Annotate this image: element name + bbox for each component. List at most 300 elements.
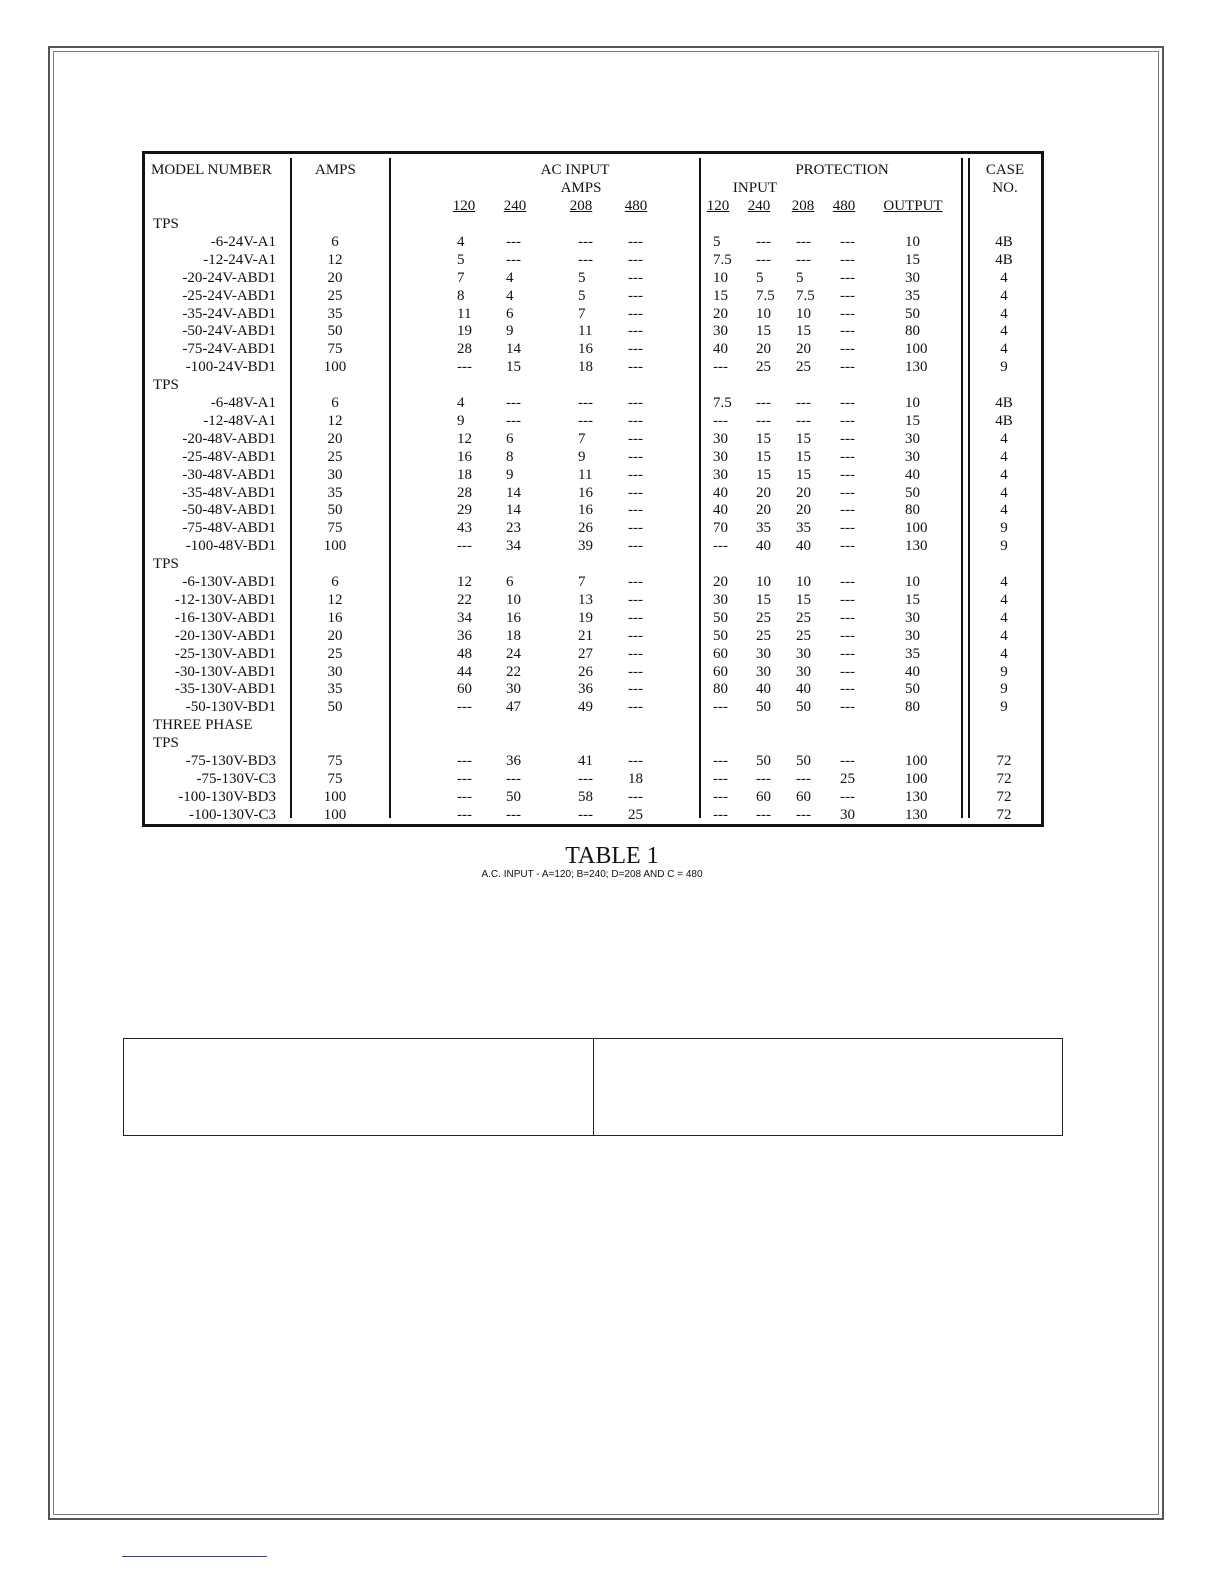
protection-input-cell: 20 bbox=[796, 502, 811, 519]
ac-input-cell: --- bbox=[628, 788, 643, 805]
protection-input-cell: --- bbox=[756, 806, 771, 823]
protection-input-cell: --- bbox=[796, 395, 811, 411]
output-cell: 40 bbox=[905, 663, 920, 680]
model-number-cell: -25-48V-ABD1 bbox=[182, 448, 276, 465]
output-cell: 130 bbox=[905, 788, 928, 805]
ac-input-cell: 5 bbox=[578, 269, 586, 286]
protection-input-cell: 20 bbox=[756, 341, 771, 358]
table-row bbox=[145, 394, 1041, 412]
ac-input-cell: --- bbox=[506, 233, 521, 250]
model-number-cell: -16-130V-ABD1 bbox=[174, 609, 276, 626]
ac-input-cell: 16 bbox=[578, 502, 593, 519]
output-cell: 15 bbox=[905, 591, 920, 608]
header-input: INPUT bbox=[732, 180, 778, 196]
table-row bbox=[145, 591, 1041, 609]
protection-input-cell: 15 bbox=[756, 591, 771, 608]
header-protection: PROTECTION bbox=[795, 162, 889, 178]
case-number-cell: 72 bbox=[996, 788, 1012, 805]
model-number-cell: -25-24V-ABD1 bbox=[182, 287, 276, 304]
case-number-cell: 9 bbox=[1000, 538, 1008, 555]
model-number-cell: -6-24V-A1 bbox=[210, 233, 276, 250]
output-cell: 50 bbox=[905, 681, 920, 698]
protection-input-cell: --- bbox=[840, 430, 855, 447]
protection-input-cell: 35 bbox=[796, 520, 811, 537]
model-number-cell: -35-48V-ABD1 bbox=[182, 484, 276, 501]
amps-cell: 25 bbox=[327, 448, 343, 465]
protection-input-cell: 7.5 bbox=[756, 287, 775, 304]
header-prot-120: 120 bbox=[706, 198, 730, 214]
protection-input-cell: 50 bbox=[756, 753, 771, 769]
output-cell: 130 bbox=[905, 806, 928, 823]
ac-input-cell: --- bbox=[628, 663, 643, 680]
ac-input-cell: 48 bbox=[457, 645, 472, 662]
output-cell: 30 bbox=[905, 430, 920, 447]
header-prot-240: 240 bbox=[747, 198, 771, 214]
protection-input-cell: 5 bbox=[756, 269, 764, 286]
case-number-cell: 4 bbox=[1000, 591, 1008, 608]
protection-input-cell: 15 bbox=[796, 466, 811, 483]
output-cell: 80 bbox=[905, 323, 920, 340]
protection-input-cell: 40 bbox=[713, 341, 728, 358]
protection-input-cell: --- bbox=[840, 520, 855, 537]
header-ac-480: 480 bbox=[624, 198, 648, 214]
ac-input-cell: --- bbox=[506, 770, 521, 787]
protection-input-cell: 15 bbox=[713, 287, 728, 304]
ac-input-cell: --- bbox=[628, 305, 643, 322]
ac-input-cell: --- bbox=[628, 359, 643, 376]
ac-input-cell: --- bbox=[628, 341, 643, 358]
table-row bbox=[145, 680, 1041, 698]
table-row bbox=[145, 698, 1041, 716]
ac-input-cell: 5 bbox=[457, 251, 465, 268]
amps-cell: 16 bbox=[327, 609, 343, 626]
ac-input-cell: --- bbox=[578, 395, 593, 411]
ac-input-cell: 12 bbox=[457, 574, 472, 590]
protection-input-cell: 40 bbox=[713, 484, 728, 501]
protection-input-cell: --- bbox=[840, 484, 855, 501]
protection-input-cell: 5 bbox=[713, 233, 721, 250]
output-cell: 80 bbox=[905, 699, 920, 716]
ac-input-cell: --- bbox=[578, 233, 593, 250]
protection-input-cell: --- bbox=[713, 699, 728, 716]
protection-input-cell: 30 bbox=[713, 466, 728, 483]
section-label: TPS bbox=[153, 556, 179, 573]
case-number-cell: 4 bbox=[1000, 466, 1008, 483]
protection-input-cell: --- bbox=[713, 538, 728, 555]
header-amps: AMPS bbox=[315, 162, 356, 178]
ac-input-cell: --- bbox=[628, 502, 643, 519]
protection-input-cell: --- bbox=[713, 788, 728, 805]
table-row bbox=[145, 519, 1041, 537]
table-row bbox=[145, 466, 1041, 484]
ac-input-cell: --- bbox=[628, 627, 643, 644]
protection-input-cell: 10 bbox=[796, 574, 811, 590]
protection-input-cell: 25 bbox=[840, 770, 855, 787]
amps-cell: 75 bbox=[327, 770, 343, 787]
table-row bbox=[145, 501, 1041, 519]
output-cell: 100 bbox=[905, 520, 928, 537]
model-number-cell: -75-130V-C3 bbox=[196, 770, 276, 787]
protection-input-cell: --- bbox=[840, 359, 855, 376]
protection-input-cell: 30 bbox=[756, 645, 771, 662]
ac-input-cell: 16 bbox=[506, 609, 521, 626]
protection-input-cell: 40 bbox=[713, 502, 728, 519]
ac-input-cell: 49 bbox=[578, 699, 593, 716]
section-heading-row bbox=[145, 734, 1041, 752]
table-row bbox=[145, 627, 1041, 645]
case-number-cell: 4 bbox=[1000, 287, 1008, 304]
table-row bbox=[145, 305, 1041, 323]
protection-input-cell: 40 bbox=[756, 538, 771, 555]
protection-input-cell: --- bbox=[713, 753, 728, 769]
ac-input-cell: 22 bbox=[457, 591, 472, 608]
protection-input-cell: --- bbox=[756, 412, 771, 429]
output-cell: 10 bbox=[905, 233, 920, 250]
protection-input-cell: 25 bbox=[796, 609, 811, 626]
output-cell: 35 bbox=[905, 645, 920, 662]
case-number-cell: 72 bbox=[996, 770, 1012, 787]
protection-input-cell: 7.5 bbox=[796, 287, 815, 304]
protection-input-cell: 50 bbox=[796, 699, 811, 716]
ac-input-cell: 15 bbox=[506, 359, 521, 376]
protection-input-cell: 25 bbox=[756, 627, 771, 644]
protection-input-cell: 15 bbox=[796, 448, 811, 465]
section-label: THREE PHASE bbox=[153, 717, 253, 734]
ac-input-cell: 7 bbox=[578, 305, 586, 322]
protection-input-cell: --- bbox=[713, 359, 728, 376]
protection-input-cell: --- bbox=[840, 681, 855, 698]
ac-input-cell: 50 bbox=[506, 788, 521, 805]
output-cell: 50 bbox=[905, 305, 920, 322]
amps-cell: 75 bbox=[327, 753, 343, 769]
ac-input-cell: --- bbox=[628, 753, 643, 769]
protection-input-cell: --- bbox=[840, 269, 855, 286]
case-number-cell: 4 bbox=[1000, 645, 1008, 662]
protection-input-cell: 20 bbox=[796, 341, 811, 358]
protection-input-cell: --- bbox=[840, 699, 855, 716]
model-number-cell: -12-130V-ABD1 bbox=[174, 591, 276, 608]
output-cell: 30 bbox=[905, 627, 920, 644]
table-caption: TABLE 1 bbox=[565, 843, 659, 869]
case-number-cell: 4 bbox=[1000, 502, 1008, 519]
protection-input-cell: 80 bbox=[713, 681, 728, 698]
protection-input-cell: --- bbox=[840, 448, 855, 465]
ac-input-cell: 18 bbox=[628, 770, 643, 787]
amps-cell: 100 bbox=[323, 538, 347, 555]
model-number-cell: -75-48V-ABD1 bbox=[182, 520, 276, 537]
protection-input-cell: 30 bbox=[756, 663, 771, 680]
case-number-cell: 4B bbox=[995, 412, 1013, 429]
ac-input-cell: 26 bbox=[578, 520, 593, 537]
ac-input-cell: --- bbox=[506, 806, 521, 823]
section-label: TPS bbox=[153, 377, 179, 394]
case-number-cell: 4 bbox=[1000, 269, 1008, 286]
model-number-cell: -25-130V-ABD1 bbox=[174, 645, 276, 662]
case-number-cell: 9 bbox=[1000, 699, 1008, 716]
output-cell: 80 bbox=[905, 502, 920, 519]
protection-input-cell: 60 bbox=[796, 788, 811, 805]
ac-input-cell: --- bbox=[578, 770, 593, 787]
protection-input-cell: --- bbox=[840, 341, 855, 358]
ac-input-cell: 9 bbox=[457, 412, 465, 429]
protection-input-cell: 15 bbox=[756, 466, 771, 483]
protection-input-cell: 25 bbox=[756, 609, 771, 626]
protection-input-cell: --- bbox=[840, 627, 855, 644]
ac-input-cell: --- bbox=[628, 251, 643, 268]
amps-cell: 30 bbox=[327, 663, 343, 680]
amps-cell: 6 bbox=[331, 233, 339, 250]
protection-input-cell: 40 bbox=[796, 681, 811, 698]
model-number-cell: -30-48V-ABD1 bbox=[182, 466, 276, 483]
ac-input-cell: 18 bbox=[457, 466, 472, 483]
header-ac-240: 240 bbox=[503, 198, 527, 214]
ac-input-cell: 4 bbox=[457, 233, 465, 250]
model-number-cell: -50-48V-ABD1 bbox=[182, 502, 276, 519]
protection-input-cell: --- bbox=[840, 502, 855, 519]
protection-input-cell: 15 bbox=[796, 430, 811, 447]
protection-input-cell: 25 bbox=[756, 359, 771, 376]
protection-input-cell: --- bbox=[756, 233, 771, 250]
ac-input-cell: 7 bbox=[457, 269, 465, 286]
ac-input-cell: 9 bbox=[506, 323, 514, 340]
protection-input-cell: 15 bbox=[756, 430, 771, 447]
ac-input-cell: 25 bbox=[628, 806, 643, 823]
header-ac-input: AC INPUT bbox=[540, 162, 610, 178]
ac-input-cell: --- bbox=[628, 448, 643, 465]
output-cell: 10 bbox=[905, 574, 920, 590]
case-number-cell: 9 bbox=[1000, 520, 1008, 537]
amps-cell: 35 bbox=[327, 484, 343, 501]
model-number-cell: -50-130V-BD1 bbox=[185, 699, 276, 716]
output-cell: 15 bbox=[905, 412, 920, 429]
ac-input-cell: --- bbox=[628, 269, 643, 286]
amps-cell: 20 bbox=[327, 430, 343, 447]
protection-input-cell: --- bbox=[756, 395, 771, 411]
amps-cell: 50 bbox=[327, 502, 343, 519]
case-number-cell: 4B bbox=[995, 233, 1013, 250]
ac-input-cell: 36 bbox=[506, 753, 521, 769]
ac-input-cell: --- bbox=[578, 412, 593, 429]
section-heading-row bbox=[145, 716, 1041, 734]
amps-cell: 35 bbox=[327, 305, 343, 322]
model-number-cell: -50-24V-ABD1 bbox=[182, 323, 276, 340]
ac-input-cell: 22 bbox=[506, 663, 521, 680]
protection-input-cell: --- bbox=[713, 770, 728, 787]
header-prot-208: 208 bbox=[791, 198, 815, 214]
header-prot-480: 480 bbox=[832, 198, 856, 214]
section-heading-row bbox=[145, 555, 1041, 573]
section-heading-row bbox=[145, 215, 1041, 233]
output-cell: 100 bbox=[905, 753, 928, 769]
model-number-cell: -30-130V-ABD1 bbox=[174, 663, 276, 680]
ac-input-cell: --- bbox=[628, 609, 643, 626]
protection-input-cell: --- bbox=[840, 538, 855, 555]
ac-input-cell: --- bbox=[506, 251, 521, 268]
form-cell-right bbox=[593, 1039, 1063, 1135]
amps-cell: 20 bbox=[327, 627, 343, 644]
table-row bbox=[145, 645, 1041, 663]
ac-input-cell: 4 bbox=[506, 287, 514, 304]
protection-input-cell: 50 bbox=[713, 609, 728, 626]
protection-input-cell: --- bbox=[796, 770, 811, 787]
protection-input-cell: 30 bbox=[713, 430, 728, 447]
ac-input-cell: 28 bbox=[457, 341, 472, 358]
ac-input-cell: --- bbox=[628, 323, 643, 340]
protection-input-cell: 15 bbox=[796, 591, 811, 608]
ac-input-cell: --- bbox=[578, 251, 593, 268]
protection-input-cell: 50 bbox=[713, 627, 728, 644]
ac-input-cell: 11 bbox=[457, 305, 472, 322]
output-cell: 50 bbox=[905, 484, 920, 501]
ac-input-cell: 6 bbox=[506, 305, 514, 322]
ac-input-cell: 16 bbox=[457, 448, 472, 465]
ac-input-cell: 18 bbox=[578, 359, 593, 376]
output-cell: 35 bbox=[905, 287, 920, 304]
case-number-cell: 9 bbox=[1000, 359, 1008, 376]
case-number-cell: 4 bbox=[1000, 609, 1008, 626]
ac-input-cell: 43 bbox=[457, 520, 472, 537]
amps-cell: 50 bbox=[327, 323, 343, 340]
ac-input-cell: 10 bbox=[506, 591, 521, 608]
ac-input-cell: --- bbox=[628, 538, 643, 555]
output-cell: 40 bbox=[905, 466, 920, 483]
table-row bbox=[145, 663, 1041, 681]
protection-input-cell: 7.5 bbox=[713, 395, 732, 411]
case-number-cell: 4 bbox=[1000, 627, 1008, 644]
protection-input-cell: --- bbox=[840, 788, 855, 805]
protection-input-cell: --- bbox=[840, 233, 855, 250]
output-cell: 30 bbox=[905, 269, 920, 286]
protection-input-cell: 5 bbox=[796, 269, 804, 286]
ac-input-cell: 9 bbox=[578, 448, 586, 465]
ac-input-cell: 14 bbox=[506, 484, 521, 501]
protection-input-cell: 70 bbox=[713, 520, 728, 537]
output-cell: 130 bbox=[905, 359, 928, 376]
ac-input-cell: 41 bbox=[578, 753, 593, 769]
ac-input-cell: 8 bbox=[506, 448, 514, 465]
ac-input-cell: --- bbox=[457, 770, 472, 787]
protection-input-cell: 15 bbox=[756, 323, 771, 340]
model-number-cell: -12-24V-A1 bbox=[203, 251, 276, 268]
ac-input-cell: --- bbox=[628, 466, 643, 483]
amps-cell: 100 bbox=[323, 806, 347, 823]
protection-input-cell: --- bbox=[756, 251, 771, 268]
model-number-cell: -35-24V-ABD1 bbox=[182, 305, 276, 322]
model-number-cell: -100-24V-BD1 bbox=[185, 359, 276, 376]
ac-input-cell: 6 bbox=[506, 574, 514, 590]
amps-cell: 6 bbox=[331, 574, 339, 590]
protection-input-cell: 30 bbox=[713, 323, 728, 340]
protection-input-cell: --- bbox=[840, 395, 855, 411]
protection-input-cell: 60 bbox=[713, 645, 728, 662]
case-number-cell: 4B bbox=[995, 395, 1013, 411]
protection-input-cell: --- bbox=[840, 753, 855, 769]
ac-input-cell: 11 bbox=[578, 323, 593, 340]
protection-input-cell: 40 bbox=[796, 538, 811, 555]
case-number-cell: 72 bbox=[996, 806, 1012, 823]
protection-input-cell: 20 bbox=[796, 484, 811, 501]
ac-input-cell: --- bbox=[628, 395, 643, 411]
ac-input-cell: 21 bbox=[578, 627, 593, 644]
model-number-cell: -20-130V-ABD1 bbox=[174, 627, 276, 644]
form-cell-left bbox=[124, 1039, 593, 1135]
ac-input-cell: 13 bbox=[578, 591, 593, 608]
amps-cell: 12 bbox=[327, 412, 343, 429]
ac-input-cell: --- bbox=[628, 574, 643, 590]
ac-input-cell: 16 bbox=[578, 484, 593, 501]
ac-input-cell: 6 bbox=[506, 430, 514, 447]
ac-input-cell: 28 bbox=[457, 484, 472, 501]
ac-input-cell: --- bbox=[628, 699, 643, 716]
ac-input-cell: --- bbox=[506, 412, 521, 429]
ac-input-cell: 36 bbox=[457, 627, 472, 644]
protection-input-cell: 60 bbox=[713, 663, 728, 680]
model-number-cell: -100-48V-BD1 bbox=[185, 538, 276, 555]
protection-input-cell: 35 bbox=[756, 520, 771, 537]
model-number-cell: -75-130V-BD3 bbox=[185, 753, 276, 769]
protection-input-cell: 25 bbox=[796, 359, 811, 376]
output-cell: 100 bbox=[905, 341, 928, 358]
case-number-cell: 4 bbox=[1000, 430, 1008, 447]
table-row bbox=[145, 412, 1041, 430]
table-row bbox=[145, 358, 1041, 376]
ac-input-cell: --- bbox=[457, 753, 472, 769]
table-row bbox=[145, 573, 1041, 591]
ac-input-cell: 12 bbox=[457, 430, 472, 447]
amps-cell: 20 bbox=[327, 269, 343, 286]
table-row bbox=[145, 340, 1041, 358]
protection-input-cell: 15 bbox=[796, 323, 811, 340]
amps-cell: 100 bbox=[323, 788, 347, 805]
ac-input-cell: 14 bbox=[506, 502, 521, 519]
table-row bbox=[145, 251, 1041, 269]
ac-input-cell: 30 bbox=[506, 681, 521, 698]
protection-input-cell: --- bbox=[840, 287, 855, 304]
protection-input-cell: 60 bbox=[756, 788, 771, 805]
amps-cell: 75 bbox=[327, 341, 343, 358]
amps-cell: 12 bbox=[327, 251, 343, 268]
header-ac-208: 208 bbox=[569, 198, 593, 214]
table-row bbox=[145, 233, 1041, 251]
protection-input-cell: 30 bbox=[840, 806, 855, 823]
protection-input-cell: 20 bbox=[756, 502, 771, 519]
protection-input-cell: 20 bbox=[713, 305, 728, 322]
protection-input-cell: --- bbox=[796, 412, 811, 429]
blank-form-box bbox=[123, 1038, 1063, 1136]
protection-input-cell: --- bbox=[840, 323, 855, 340]
output-cell: 30 bbox=[905, 448, 920, 465]
protection-input-cell: 15 bbox=[756, 448, 771, 465]
case-number-cell: 9 bbox=[1000, 681, 1008, 698]
table-row bbox=[145, 770, 1041, 788]
footnote-separator bbox=[122, 1556, 267, 1557]
ac-input-cell: 24 bbox=[506, 645, 521, 662]
header-ac-120: 120 bbox=[452, 198, 476, 214]
protection-input-cell: --- bbox=[840, 251, 855, 268]
ac-input-cell: 19 bbox=[457, 323, 472, 340]
table-row bbox=[145, 609, 1041, 627]
protection-input-cell: --- bbox=[840, 645, 855, 662]
protection-input-cell: --- bbox=[796, 233, 811, 250]
case-number-cell: 4B bbox=[995, 251, 1013, 268]
case-number-cell: 4 bbox=[1000, 305, 1008, 322]
case-number-cell: 4 bbox=[1000, 574, 1008, 590]
table-row bbox=[145, 484, 1041, 502]
ac-input-cell: --- bbox=[628, 681, 643, 698]
protection-input-cell: --- bbox=[840, 663, 855, 680]
ac-input-cell: 14 bbox=[506, 341, 521, 358]
protection-input-cell: 20 bbox=[756, 484, 771, 501]
